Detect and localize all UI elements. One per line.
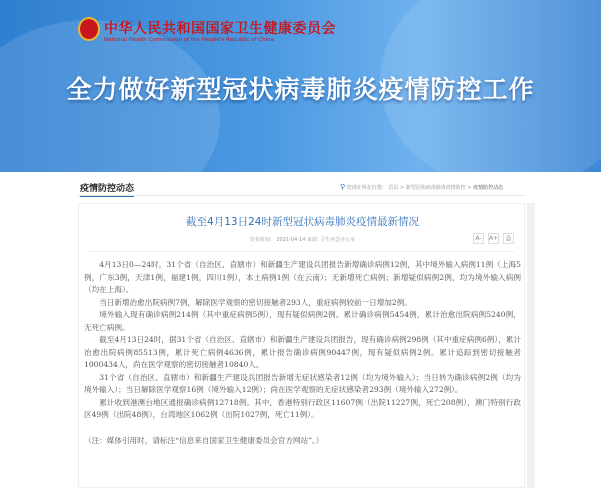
font-decrease-button[interactable]: A- — [473, 233, 484, 244]
article-tools — [473, 233, 514, 244]
article-meta: 发布时间： 2021-04-14 来源: 卫生应急办公室 — [249, 237, 356, 243]
breadcrumb — [340, 183, 503, 191]
breadcrumb-covid[interactable]: 新型冠状病毒肺炎疫情防控 — [405, 185, 466, 191]
section-title: 疫情防控动态 — [80, 181, 134, 197]
breadcrumb-prefix: 您现在所在位置： — [346, 185, 387, 191]
divider — [78, 195, 524, 196]
national-emblem-icon — [78, 17, 100, 41]
article-body — [84, 259, 521, 447]
scrollbar[interactable] — [527, 203, 535, 488]
print-icon[interactable]: ⎙ — [503, 233, 514, 244]
divider — [89, 251, 514, 252]
paragraph: 4月13日0—24时，31个省（自治区、直辖市）和新疆生产建设兵团报告新增确诊病例12例，其中境外输入病例11例（上海5例，广东3例，天津1例，福建1例，四川1例），本土病例1例（在云南）；无新增死亡病例；新增疑似病例2例，均为境外输入病例（均在上海）。 — [84, 260, 521, 294]
paragraph: 截至4月13日24时，据31个省（自治区、直辖市）和新疆生产建设兵团报告，现有确诊病例298例（其中重症病例6例），累计治愈出院病例85513例，累计死亡病例4636例，累计报告确诊病例90447例，现有疑似病例2例。累计追踪到密切接触者1000434人，尚在医学观察的密切接触者10840人。 — [84, 335, 521, 369]
font-increase-button[interactable]: A+ — [488, 235, 499, 242]
paragraph: 境外输入现有确诊病例214例（其中重症病例5例），现有疑似病例2例。累计确诊病例5454例，累计治愈出院病例5240例，无死亡病例。 — [84, 310, 521, 332]
article-card — [78, 203, 525, 488]
paragraph: 累计收到港澳台地区通报确诊病例12718例。其中，香港特别行政区11607例（出院11227例，死亡208例），澳门特别行政区49例（出院48例），台湾地区1062例（出院1027例，死亡11例）。 — [84, 397, 521, 419]
location-pin-icon: ⚲ — [340, 183, 346, 191]
banner-slogan: 全力做好新型冠状病毒肺炎疫情防控工作 — [66, 75, 535, 104]
breadcrumb-current[interactable]: 疫情防控动态 — [473, 185, 504, 191]
paragraph: 31个省（自治区、直辖市）和新疆生产建设兵团报告新增无症状感染者12例（均为境外输入）；当日转为确诊病例2例（均为境外输入）；当日解除医学观察16例（境外输入12例）；尚在医学观察的无症状感染者293例（境外输入272例）。 — [84, 372, 521, 394]
citation-note: （注：媒体引用时，请标注“信息来自国家卫生健康委员会官方网站”。） — [84, 435, 324, 445]
org-name-en: National Health Commission of the People's Republic of China — [104, 37, 275, 43]
breadcrumb-separator: > — [399, 185, 405, 191]
article-title: 截至4月13日24时新型冠状病毒肺炎疫情最新情况 — [186, 216, 419, 228]
breadcrumb-home[interactable]: 首页 — [388, 185, 399, 191]
header-banner — [0, 0, 601, 172]
org-name-cn[interactable]: 中华人民共和国国家卫生健康委员会 — [104, 21, 336, 37]
breadcrumb-separator: > — [467, 185, 472, 191]
paragraph: 当日新增治愈出院病例7例，解除医学观察的密切接触者293人，重症病例较前一日增加2例。 — [99, 297, 412, 307]
